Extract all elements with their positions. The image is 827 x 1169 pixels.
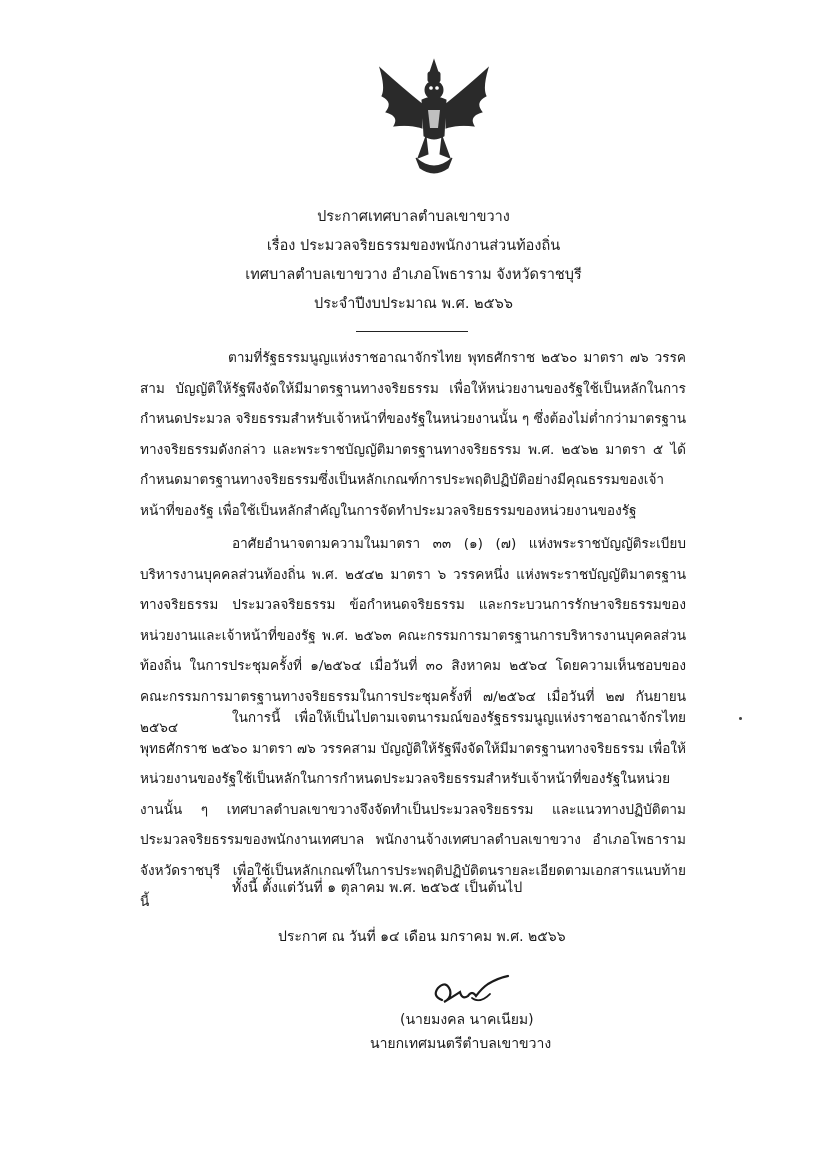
signer-name: (นายมงคล นาคเนียม) — [400, 1012, 534, 1028]
announcement-date: ประกาศ ณ วันที่ ๑๔ เดือน มกราคม พ.ศ. ๒๕๖๖ — [278, 929, 566, 945]
title-line-fiscal-year: ประจำปีงบประมาณ พ.ศ. ๒๕๖๖ — [314, 296, 513, 312]
body-paragraph-1: ตามที่รัฐธรรมนูญแห่งราชอาณาจักรไทย พุทธศักราช ๒๕๖๐ มาตรา ๗๖ วรรคสาม บัญญัติให้รัฐพึงจัดให้มีมาตรฐานทางจริยธรรม เพื่อให้หน่วยงานของรัฐใช้เป็นหลักในการกำหนดประมวล จริยธรรมสำหรับเจ้าหน้าที่ของรัฐในหน่วยงานนั้น ๆ ซึ่งต้องไม่ต่ำกว่ามาตรฐานทางจริยธรรมดังกล่าว และพระราชบัญญัติมาตรฐานทางจริยธรรม พ.ศ. ๒๕๖๒ มาตรา ๕ ได้กำหนดมาตรฐานทางจริยธรรมซึ่งเป็นหลักเกณฑ์การประพฤติปฏิบัติอย่างมีคุณธรรมของเจ้าหน้าที่ของรัฐ เพื่อใช้เป็นหลักสำคัญในการจัดทำประมวลจริยธรรมของหน่วยงานของรัฐ — [140, 350, 686, 519]
body-paragraph-3: ในการนี้ เพื่อให้เป็นไปตามเจตนารมณ์ของรัฐธรรมนูญแห่งราชอาณาจักรไทย พุทธศักราช ๒๕๖๐ มาตรา ๗๖ วรรคสาม บัญญัติให้รัฐพึงจัดให้มีมาตรฐานทางจริยธรรม เพื่อให้หน่วยงานของรัฐใช้เป็นหลักในการกำหนดประมวลจริยธรรมสำหรับเจ้าหน้าที่ของรัฐในหน่วยงานนั้น ๆ เทศบาลตำบลเขาขวางจึงจัดทำเป็นประมวลจริยธรรม และแนวทางปฏิบัติตามประมวลจริยธรรมของพนักงานเทศบาล พนักงานจ้างเทศบาลตำบลเขาขวาง อำเภอโพธาราม จังหวัดราชบุรี เพื่อใช้เป็นหลักเกณฑ์ในการประพฤติปฏิบัติตนรายละเอียดตามเอกสารแนบท้ายนี้ — [140, 710, 686, 910]
title-line-organization: ประกาศเทศบาลตำบลเขาขวาง — [317, 209, 510, 225]
body-paragraph-2: อาศัยอำนาจตามความในมาตรา ๓๓ (๑) (๗) แห่งพระราชบัญญัติระเบียบบริหารงานบุคคลส่วนท้องถิ่น พ.ศ. ๒๕๔๒ มาตรา ๖ วรรคหนึ่ง แห่งพระราชบัญญัติมาตรฐานทางจริยธรรม ประมวลจริยธรรม ข้อกำหนดจริยธรรม และกระบวนการรักษาจริยธรรมของหน่วยงานและเจ้าหน้าที่ของรัฐ พ.ศ. ๒๕๖๓ คณะกรรมการมาตรฐานการบริหารงานบุคคลส่วนท้องถิ่น ในการประชุมครั้งที่ ๑/๒๕๖๔ เมื่อวันที่ ๓๐ สิงหาคม ๒๕๖๔ โดยความเห็นชอบของคณะกรรมการมาตรฐานทางจริยธรรมในการประชุมครั้งที่ ๗/๒๕๖๔ เมื่อวันที่ ๒๗ กันยายน ๒๕๖๔ — [140, 536, 686, 736]
scan-speck — [739, 717, 742, 720]
title-line-location: เทศบาลตำบลเขาขวาง อำเภอโพธาราม จังหวัดราชบุรี — [245, 267, 582, 283]
announcement-title-block — [0, 203, 827, 319]
handwritten-signature-icon — [428, 974, 512, 1010]
effective-date: ทั้งนี้ ตั้งแต่วันที่ ๑ ตุลาคม พ.ศ. ๒๕๖๕ เป็นต้นไป — [232, 880, 523, 896]
title-line-subject: เรื่อง ประมวลจริยธรรมของพนักงานส่วนท้องถิ่น — [266, 238, 561, 254]
signer-title: นายกเทศมนตรีตำบลเขาขวาง — [370, 1036, 552, 1052]
title-divider — [356, 331, 468, 332]
garuda-emblem-icon — [372, 58, 496, 178]
